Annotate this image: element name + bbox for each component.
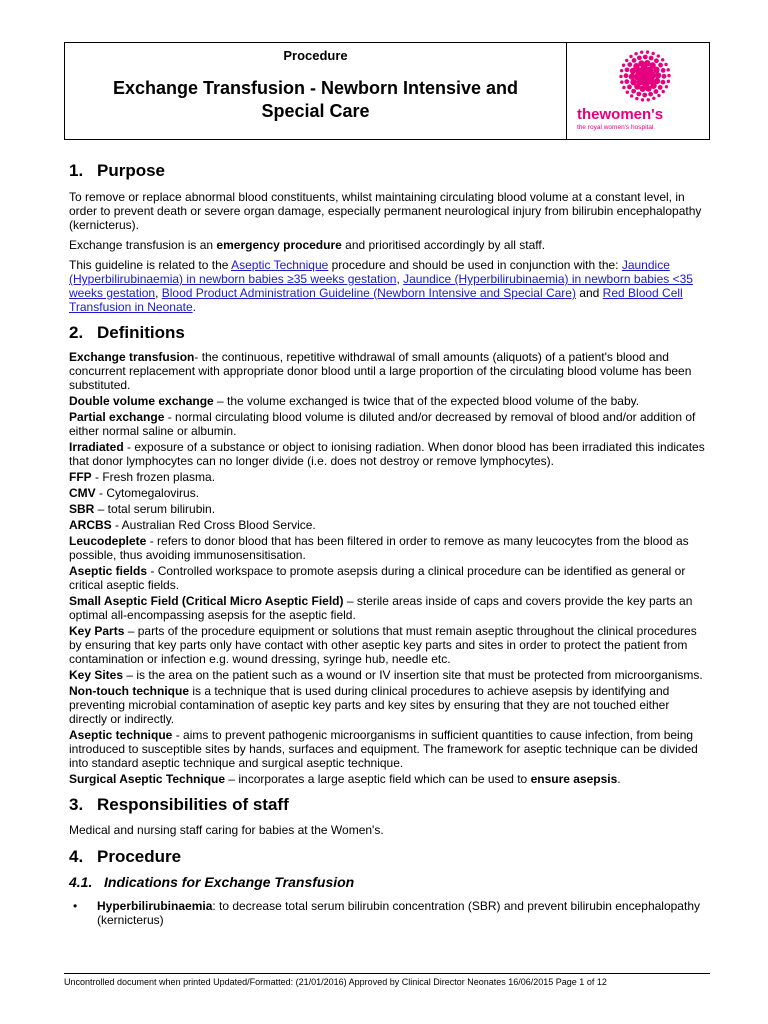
logo-dot [650, 83, 656, 89]
definition-text: - Fresh frozen plasma. [91, 470, 216, 484]
logo-dot [649, 56, 654, 61]
logo-dot [651, 52, 654, 55]
logo-dot [662, 74, 667, 79]
bullet-text: : to decrease total serum bilirubin concentration (SBR) and prevent bilirubin encephalopathy (kernicterus) [97, 899, 700, 927]
logo-dot [667, 80, 670, 83]
definitions-list [69, 350, 709, 786]
definition-item [69, 486, 709, 500]
definition-item [69, 440, 709, 468]
section-title: Purpose [97, 161, 166, 180]
logo-dot [667, 68, 670, 71]
logo-subtext: the royal women's hospital [577, 124, 654, 131]
document-type: Procedure [283, 48, 348, 63]
logo-dot [657, 54, 660, 57]
definition-text: – total serum bilirubin. [94, 502, 216, 516]
purpose-paragraph-2 [69, 238, 709, 252]
logo-dot [661, 80, 666, 85]
logo-dot [654, 89, 659, 94]
definition-text: - refers to donor blood that has been filtered in order to remove as many leucocytes from the blood as possible, thus avoiding immunosensitisation. [69, 534, 689, 562]
definition-item [69, 470, 709, 484]
definition-text: is a technique that is used during clinical procedures to achieve asepsis by identifying and preventing microbial contamination of aseptic key parts and key sites by ensuring that they are not touched either directly or indirectly. [69, 684, 670, 726]
logo-dot [631, 89, 636, 94]
logo-dot [646, 50, 649, 53]
definition-term: Surgical Aseptic Technique [69, 772, 226, 786]
definition-term: Exchange transfusion [69, 350, 195, 364]
definition-item [69, 728, 709, 770]
section-title: Definitions [97, 323, 185, 342]
definition-term: Leucodeplete [69, 534, 147, 548]
logo-dot [629, 55, 632, 58]
definition-item [69, 564, 709, 592]
definition-text: – the volume exchanged is twice that of the expected blood volume of the baby. [213, 394, 640, 408]
definition-term: Partial exchange [69, 410, 165, 424]
text-span: . [617, 772, 621, 786]
definition-term: Irradiated [69, 440, 124, 454]
definition-term: Key Parts [69, 624, 125, 638]
logo-dot [622, 86, 625, 89]
text-span: , [155, 286, 162, 300]
definition-item [69, 594, 709, 622]
logo-dot [643, 55, 648, 60]
logo-dot [637, 55, 642, 60]
definition-term: SBR [69, 502, 95, 516]
logo-dot [619, 75, 622, 78]
logo-dot [658, 85, 663, 90]
logo-dot [641, 98, 644, 101]
definition-text: - aims to prevent pathogenic microorganisms in sufficient quantities to cause infection, from being introduced to susceptible sites by hands, surfaces and equipment. The framework for aseptic technique can be divided into standard aseptic technique and surgical aseptic technique. [69, 728, 698, 770]
logo-dot [642, 93, 647, 98]
definition-term: Key Sites [69, 668, 124, 682]
subsection-number: 4.1. [69, 874, 93, 890]
definition-text: – is the area on the patient such as a wound or IV insertion site that must be protected from microorganisms. [123, 668, 703, 682]
section-title: Responsibilities of staff [97, 795, 289, 814]
definition-item [69, 772, 709, 786]
womens-hospital-logo [567, 43, 710, 139]
text-span: Exchange transfusion is an [69, 238, 217, 252]
definition-item [69, 668, 709, 682]
definition-text: - Controlled workspace to promote asepsis during a clinical procedure can be identified as general or critical aseptic fields. [69, 564, 686, 592]
definition-term: ARCBS [69, 518, 112, 532]
text-span: . [192, 300, 196, 314]
definition-term: Small Aseptic Field (Critical Micro Aseptic Field) [69, 594, 344, 608]
document-footer: Uncontrolled document when printed Updated/Formatted: (21/01/2016) Approved by Clinical Director Neonates 16/06/2015 Page 1 of 12 [64, 973, 710, 987]
definition-text: - Australian Red Cross Blood Service. [111, 518, 316, 532]
logo-dot [658, 63, 663, 68]
logo-dot [662, 90, 665, 93]
section-number: 2. [69, 323, 84, 342]
logo-dot [667, 74, 670, 77]
definition-term: FFP [69, 470, 92, 484]
definition-text: - normal circulating blood volume is diluted and/or decreased by removal of blood and/or addition of either normal saline or albumin. [69, 410, 696, 438]
emphasis-text: emergency procedure [216, 238, 342, 252]
logo-dot [635, 97, 638, 100]
text-span: procedure and should be used in conjunction with the: [328, 258, 622, 272]
logo-dot [624, 79, 629, 84]
logo-dot [661, 58, 664, 61]
purpose-paragraph-3 [69, 258, 709, 314]
logo-dot [620, 69, 623, 72]
logo-dot [625, 59, 628, 62]
logo-dot [664, 63, 667, 66]
definition-text: - exposure of a substance or object to ionising radiation. When donor blood has been irradiated this indicates that donor lymphocytes can no longer divide (i.e. does not destroy or remove lymphocytes). [69, 440, 705, 468]
text-span: and prioritised accordingly by all staff. [341, 238, 546, 252]
logo-dot [622, 64, 625, 67]
logo-dot [625, 67, 630, 72]
header-title-cell [65, 43, 567, 139]
responsibilities-text: Medical and nursing staff caring for babies at the Women's. [69, 823, 384, 837]
section-title: Procedure [97, 847, 182, 866]
logo-dot [653, 67, 659, 73]
section-number: 1. [69, 161, 84, 180]
document-body [69, 160, 709, 927]
logo-dot [647, 98, 650, 101]
section-responsibilities-heading [69, 794, 709, 816]
definition-item [69, 502, 709, 516]
definition-text: - Cytomegalovirus. [95, 486, 200, 500]
text-span: This guideline is related to the [69, 258, 232, 272]
definition-text: – parts of the procedure equipment or solutions that must remain aseptic throughout the clinical procedures by ensuring that key parts only have contact with other aseptic key parts and sites in order to protect the patient from contamination or infection e.g. wound dressing, syringe hub, needle etc. [69, 624, 697, 666]
text-span: , [396, 272, 404, 286]
section-number: 4. [69, 847, 84, 866]
section-definitions-heading [69, 322, 709, 344]
logo-dot [634, 52, 637, 55]
definition-term: Non-touch technique [69, 684, 189, 698]
logo-dot [630, 94, 633, 97]
emphasis-text: ensure asepsis [530, 772, 618, 786]
list-item [69, 899, 709, 927]
logo-dot [665, 85, 668, 88]
logo-cell [567, 43, 709, 139]
definition-item [69, 350, 709, 392]
definition-item [69, 410, 709, 438]
logo-text: thewomen's [577, 106, 664, 123]
purpose-paragraph-1: To remove or replace abnormal blood constituents, whilst maintaining circulating blood volume at a constant level, in order to prevent death or severe organ damage, especially permanent neurological injury from bilirubin encephalopathy (kernicterus). [69, 190, 702, 232]
definition-term: Double volume exchange [69, 394, 214, 408]
section-procedure-heading [69, 846, 709, 868]
logo-dot [648, 71, 656, 79]
logo-dot [627, 62, 632, 67]
link-aseptic-technique[interactable]: Aseptic Technique [231, 258, 329, 272]
logo-dot [652, 97, 655, 100]
document-title: Exchange Transfusion - Newborn Intensive and Special Care [112, 78, 519, 121]
logo-dot [627, 85, 632, 90]
definition-text: – incorporates a large aseptic field which can be used to [225, 772, 531, 786]
logo-dot [629, 73, 635, 79]
definition-text: – sterile areas inside of caps and covers provide the key parts an optimal all-encompassing asepsis for the aseptic field. [69, 594, 693, 622]
definition-item [69, 394, 709, 408]
logo-dot [661, 68, 666, 73]
logo-dot [657, 94, 660, 97]
logo-dot [626, 91, 629, 94]
logo-dot [655, 72, 661, 78]
definition-text: - the continuous, repetitive withdrawal of small amounts (aliquots) of a patient's blood and concurrent replacement with appropriate donor blood until a large proportion of the circulating blood volume has been substituted. [69, 350, 692, 392]
link-rbc-transfusion[interactable]: Red Blood Cell Transfusion in Neonate [69, 286, 683, 314]
definition-term: Aseptic technique [69, 728, 173, 742]
subsection-indications-heading [69, 873, 709, 891]
definition-item [69, 624, 709, 666]
bullet-icon: • [73, 899, 78, 913]
logo-dot [638, 60, 644, 66]
definition-term: Aseptic fields [69, 564, 148, 578]
section-purpose-heading [69, 160, 709, 182]
logo-dot [630, 79, 636, 85]
definition-term: CMV [69, 486, 96, 500]
logo-dot [636, 92, 641, 97]
link-jaundice-under-35-weeks[interactable]: Jaundice (Hyperbilirubinaemia) in newborn babies <35 weeks gestation [69, 272, 693, 300]
document-header [64, 42, 710, 140]
link-jaundice-35-weeks[interactable]: Jaundice (Hyperbilirubinaemia) in newborn babies ≥35 weeks gestation [69, 258, 670, 286]
logo-dot [624, 73, 629, 78]
logo-dot [654, 58, 659, 63]
logo-dot [632, 58, 637, 63]
bullet-term: Hyperbilirubinaemia [97, 899, 213, 913]
section-number: 3. [69, 795, 84, 814]
logo-dot [648, 92, 653, 97]
definition-item [69, 684, 709, 726]
logo-dot [640, 51, 643, 54]
subsection-title: Indications for Exchange Transfusion [104, 874, 355, 890]
definition-item [69, 518, 709, 532]
link-blood-product-guideline[interactable]: Blood Product Administration Guideline (Newborn Intensive and Special Care) [161, 286, 576, 300]
text-span: and [575, 286, 603, 300]
logo-dot [620, 80, 623, 83]
definition-item [69, 534, 709, 562]
